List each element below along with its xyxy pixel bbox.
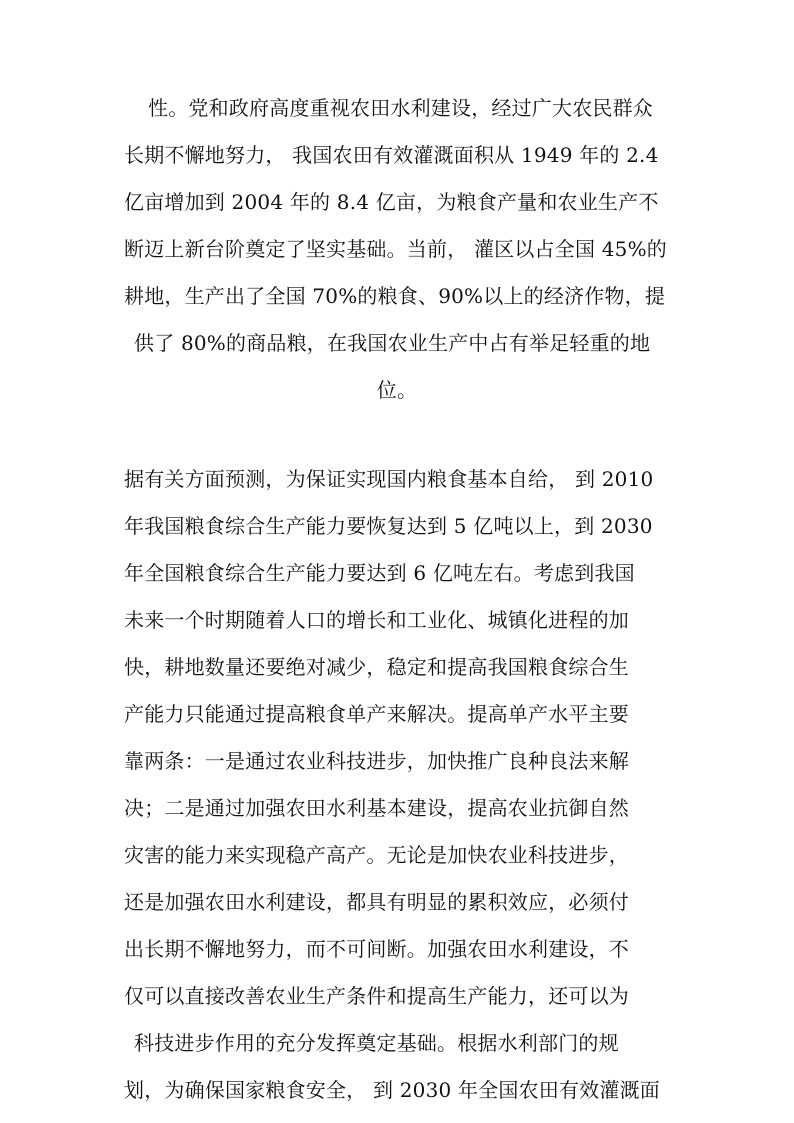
paragraph-2-line-12: 仅可以直接改善农业生产条件和提高生产能力，还可以为 — [124, 984, 629, 1008]
paragraph-2-line-2: 年我国粮食综合生产能力要恢复达到 5 亿吨以上，到 2030 — [124, 514, 653, 538]
paragraph-2-line-6: 产能力只能通过提高粮食单产来解决。提高单产水平主要 — [124, 702, 629, 726]
paragraph-1-line-1: 性。党和政府高度重视农田水利建设，经过广大农民群众 — [148, 96, 653, 120]
paragraph-2-line-14: 划，为确保国家粮食安全， 到 2030 年全国农田有效灌溉面 — [124, 1078, 660, 1102]
paragraph-2-line-5: 快，耕地数量还要绝对减少，稳定和提高我国粮食综合生 — [124, 655, 629, 679]
paragraph-2-line-9: 灾害的能力来实现稳产高产。无论是加快农业科技进步， — [124, 843, 629, 867]
paragraph-2-line-1: 据有关方面预测，为保证实现国内粮食基本自给， 到 2010 — [124, 467, 654, 491]
paragraph-1-line-5: 耕地，生产出了全国 70%的粮食、90%以上的经济作物，提 — [124, 284, 666, 308]
paragraph-2-line-13: 科技进步作用的充分发挥奠定基础。根据水利部门的规 — [134, 1031, 619, 1055]
paragraph-1-line-2: 长期不懈地努力， 我国农田有效灌溉面积从 1949 年的 2.4 — [124, 143, 659, 167]
paragraph-2-line-11: 出长期不懈地努力，而不可间断。加强农田水利建设，不 — [124, 937, 629, 961]
paragraph-1-line-3: 亿亩增加到 2004 年的 8.4 亿亩，为粮食产量和农业生产不 — [124, 190, 659, 214]
paragraph-1-line-4: 断迈上新台阶奠定了坚实基础。当前， 灌区以占全国 45%的 — [124, 237, 667, 261]
paragraph-2-line-8: 决；二是通过加强农田水利基本建设，提高农业抗御自然 — [124, 796, 629, 820]
paragraph-2-line-4: 未来一个时期随着人口的增长和工业化、城镇化进程的加 — [124, 608, 629, 632]
paragraph-2-line-10: 还是加强农田水利建设，都具有明显的累积效应，必须付 — [124, 890, 629, 914]
paragraph-2-line-7: 靠两条：一是通过农业科技进步，加快推广良种良法来解 — [124, 749, 629, 773]
paragraph-1-line-6: 供了 80%的商品粮，在我国农业生产中占有举足轻重的地 — [134, 331, 651, 355]
paragraph-1-line-7: 位。 — [376, 378, 418, 402]
paragraph-2-line-3: 年全国粮食综合生产能力要达到 6 亿吨左右。考虑到我国 — [124, 561, 635, 585]
